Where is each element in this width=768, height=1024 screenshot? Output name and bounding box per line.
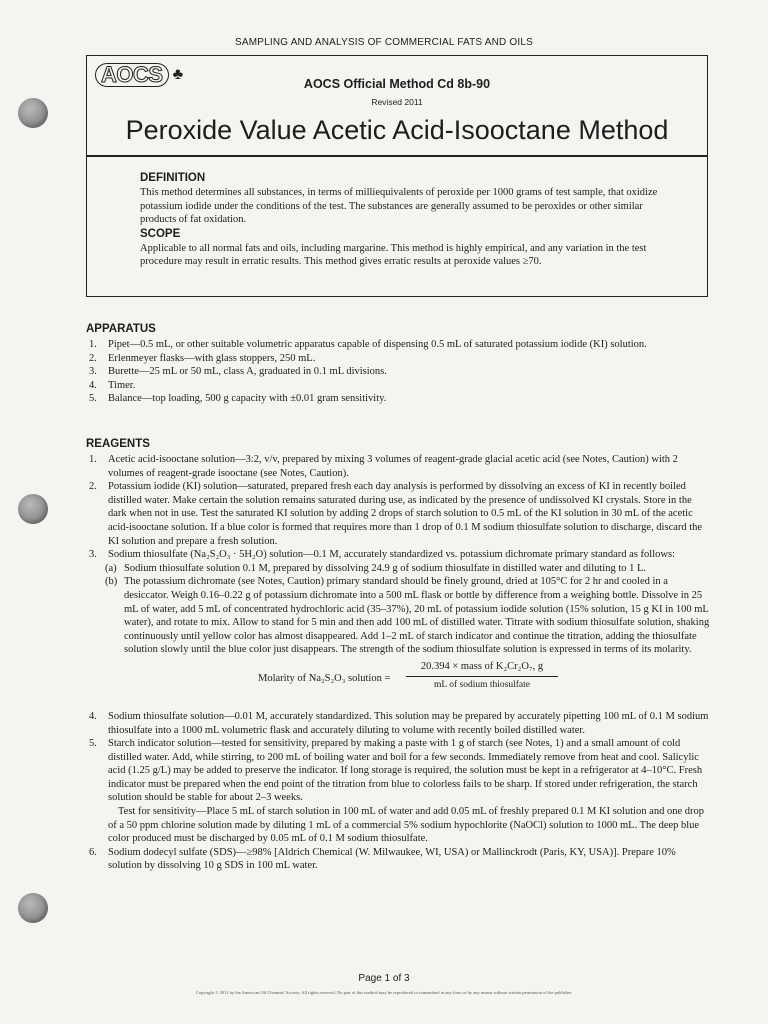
list-item <box>86 846 711 873</box>
sensitivity-test-text: Test for sensitivity—Place 5 mL of starch solution in 100 mL of water and add 0.05 mL of freshly prepared 0.1 M KI solution and one drop of a 50 ppm chlorine solution made by diluting 1 mL of a commercial 5% sodium hypochlorite (NaOCl) solution to 1000 mL. The deep blue color produced must be discharged by 0.05 mL of 0.1 M sodium thiosulfate. <box>108 806 704 845</box>
reagents-list-final <box>86 846 711 873</box>
item-number: 3. <box>89 366 97 378</box>
item-text: Sodium thiosulfate (Na₂S₂O₃ · 5H₂O) solution—0.1 M, accurately standardized vs. potassium dichromate primary standard as follows: <box>108 549 675 561</box>
sub-item-number: (a) <box>105 562 117 574</box>
item-number: 5. <box>89 738 97 750</box>
reagents-list <box>86 453 711 562</box>
list-item <box>86 365 711 379</box>
list-item <box>86 453 711 480</box>
definition-content <box>140 171 660 269</box>
list-item <box>86 338 711 352</box>
item-text: Pipet—0.5 mL, or other suitable volumetric apparatus capable of dispensing 0.5 mL of saturated potassium iodide (KI) solution. <box>108 339 647 350</box>
sub-item-text: Sodium thiosulfate solution 0.1 M, prepared by dissolving 24.9 g of sodium thiosulfate in distilled water and diluting to 1 L. <box>124 562 647 574</box>
apparatus-list <box>86 338 711 406</box>
sub-item <box>86 575 711 657</box>
definition-box <box>86 157 708 297</box>
page-title: Peroxide Value Acetic Acid-Isooctane Method <box>125 115 669 145</box>
clover-icon: ♣ <box>172 66 184 83</box>
definition-text: This method determines all substances, in terms of milliequivalents of peroxide per 1000 grams of test sample, that oxidize potassium iodide under the conditions of the test. The substances are generally assumed to be peroxides or other similar products of fat oxidation. <box>140 187 658 225</box>
logo-text: AOCS <box>95 63 169 87</box>
item-text: Acetic acid-isooctane solution—3:2, v/v, prepared by mixing 3 volumes of reagent-grade glacial acetic acid (see Notes, Caution) with 2 volumes of reagent-grade isooctane (see Notes, Caution). <box>108 454 678 479</box>
list-item <box>86 710 711 737</box>
item-text: Erlenmeyer flasks—with glass stoppers, 250 mL. <box>108 352 316 364</box>
punch-hole-top <box>18 98 48 128</box>
item-text: Timer. <box>108 379 136 391</box>
item-number: 4. <box>89 710 97 722</box>
punch-hole-middle <box>18 494 48 524</box>
item-number: 3. <box>89 549 97 561</box>
item-number: 6. <box>89 846 97 858</box>
reagents-list-continued <box>86 710 711 805</box>
formula-lhs: Molarity of Na₂S₂O₃ solution = <box>258 672 391 684</box>
punch-hole-bottom <box>18 893 48 923</box>
page-number: Page 1 of 3 <box>358 973 410 984</box>
method-title: AOCS Official Method Cd 8b-90 <box>303 77 491 91</box>
copyright-notice: Copyright © 2011 by the American Oil Chemists' Society. All rights reserved. No part of this method may be reproduced or transmitted in any form or by any means without written permission of the publisher. <box>195 990 573 995</box>
item-number: 1. <box>89 454 97 465</box>
apparatus-heading: APPARATUS <box>86 323 156 335</box>
sub-item <box>86 562 711 576</box>
item-text: Sodium dodecyl sulfate (SDS)—≥98% [Aldrich Chemical (W. Milwaukee, WI, USA) or Mallinckrodt (Paris, KY, USA)]. Prepare 10% solution by dissolving 10 g SDS in 100 mL water. <box>108 846 676 872</box>
item-number: 1. <box>89 339 97 350</box>
definition-heading: DEFINITION <box>140 172 206 184</box>
scope-text: Applicable to all normal fats and oils, including margarine. This method is highly empirical, and any variation in the test procedure may result in erratic results. This method gives erratic results at peroxide values ≥70. <box>140 242 647 267</box>
header-box <box>86 55 708 157</box>
running-head: SAMPLING AND ANALYSIS OF COMMERCIAL FATS AND OILS <box>234 37 534 48</box>
item-number: 2. <box>89 352 97 364</box>
reagents-section <box>86 437 711 873</box>
scope-heading: SCOPE <box>140 227 181 240</box>
list-item <box>86 548 711 562</box>
revised-date: Revised 2011 <box>371 97 423 107</box>
item-text: Burette—25 mL or 50 mL, class A, graduated in 0.1 mL divisions. <box>108 366 387 378</box>
list-item <box>86 379 711 393</box>
list-item <box>86 352 711 366</box>
item-text: Sodium thiosulfate solution—0.01 M, accurately standardized. This solution may be prepared by accurately pipetting 100 mL of 0.1 M sodium thiosulfate into a 1000 mL volumetric flask and accurately diluting to volume with recently boiled distilled water. <box>108 710 709 736</box>
item-number: 5. <box>89 393 97 405</box>
reagents-heading: REAGENTS <box>86 438 150 450</box>
item-text: Balance—top loading, 500 g capacity with ±0.01 gram sensitivity. <box>108 393 387 405</box>
sub-item-text: The potassium dichromate (see Notes, Caution) primary standard should be finely ground, dried at 105°C for 2 hr and cooled in a desiccator. Weigh 0.16–0.22 g of potassium dichromate into a 500 mL flask or bottle by difference from a weighing bottle. Dissolve in 25 mL of water, add 5 mL of concentrated hydrochloric acid (35–37%), 20 mL of potassium iodide solution (15% solution, 15 g KI in 100 mL water), and rotate to mix. Allow to stand for 5 min and then add 100 mL of distilled water. Titrate with sodium thiosulfate solution, shaking continuously until yellow color has almost disappeared. Add 1–2 mL of starch indicator and continue the titration, adding the thiosulfate solution slowly until the blue color just disappears. The strength of the sodium thiosulfate solution is expressed in terms of its molarity. <box>124 576 710 656</box>
list-item <box>86 737 711 805</box>
item-text: Potassium iodide (KI) solution—saturated, prepared fresh each day analysis is performed by dissolving an excess of KI in recently boiled distilled water. Make certain the solution remains saturated during use, as indicated by the presence of undissolved KI crystals. Store in the dark when not in use. Test the saturated KI solution by adding 2 drops of starch solution to 0.5 mL of the KI solution in 30 mL of the acetic acid-isooctane solution. If a blue color is formed that requires more than 1 drop of 0.1 M sodium thiosulfate solution to discharge, discard the KI solution and prepare a fresh solution. <box>108 481 703 547</box>
formula-numerator: 20.394 × mass of K₂Cr₂O₇, g <box>406 660 558 677</box>
apparatus-section <box>86 322 711 406</box>
item-number: 4. <box>89 379 97 391</box>
list-item <box>86 480 711 548</box>
item-text: Starch indicator solution—tested for sensitivity, prepared by making a paste with 1 g of starch (see Notes, 1) and a small amount of cold distilled water. Add, while stirring, to 200 mL of boiling water and boil for a few seconds. Immediately remove from heat and cool. Salicylic acid (1.25 g/L) may be added to preserve the indicator. If long storage is required, the solution must be kept in a refrigerator at 4–10°C. Fresh indicator must be prepared when the end point of the titration from blue to colorless fails to be sharp. If stored under refrigeration, the starch solution should be stable for about 2–3 weeks. <box>108 738 703 804</box>
molarity-formula <box>86 660 711 704</box>
sub-item-number: (b) <box>105 576 118 588</box>
formula-denominator: mL of sodium thiosulfate <box>434 679 530 690</box>
formula-fraction <box>406 660 558 692</box>
list-item <box>86 392 711 406</box>
item-number: 2. <box>89 481 97 493</box>
